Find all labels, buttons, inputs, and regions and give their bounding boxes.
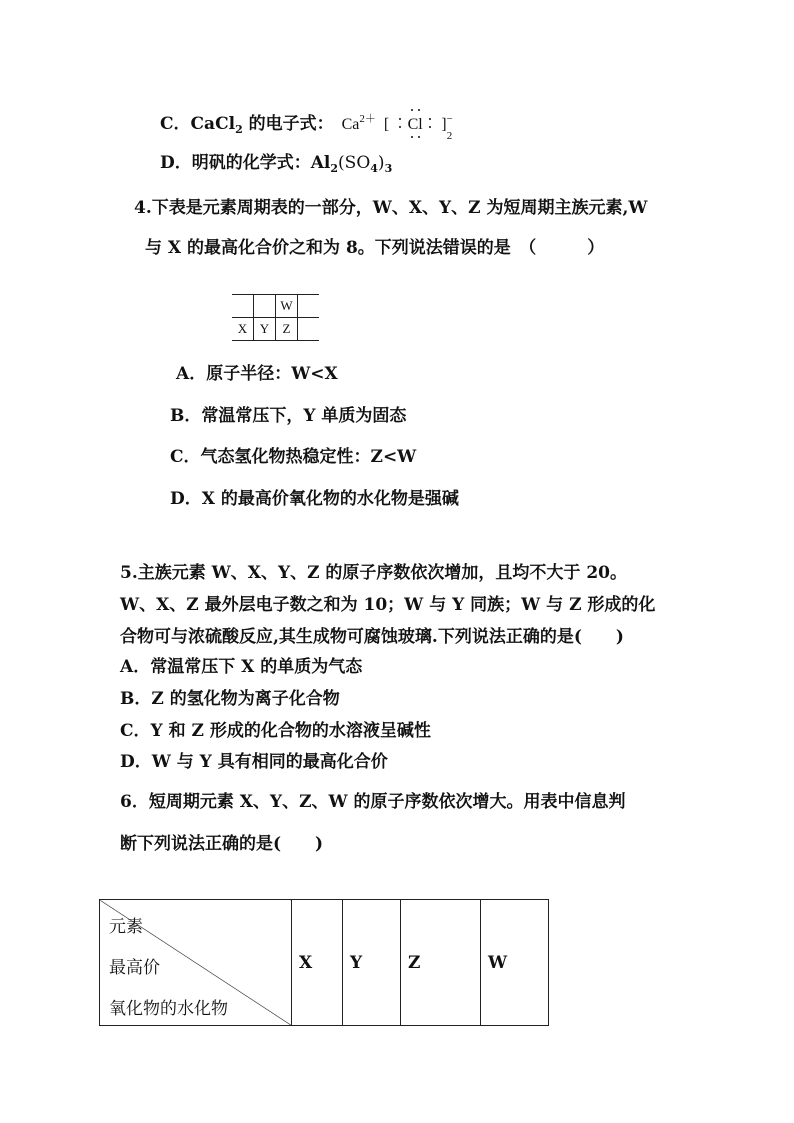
ef-cl: Cl bbox=[407, 116, 423, 133]
ef-ca-charge: 2＋ bbox=[359, 113, 376, 125]
ef-left-bracket: [ bbox=[383, 116, 390, 133]
table-row bbox=[232, 295, 319, 318]
table-cell: Y bbox=[254, 318, 276, 341]
q5-option-b: B．Z 的氢化物为离子化合物 bbox=[120, 689, 340, 709]
header-hydrate-label: 氧化物的水化物 bbox=[109, 999, 228, 1019]
electron-dot bbox=[429, 118, 431, 120]
electron-formula bbox=[342, 109, 453, 146]
electron-dot bbox=[411, 136, 413, 138]
table-cell: X bbox=[232, 318, 254, 341]
formula-part: ) bbox=[377, 153, 385, 173]
subscript: 3 bbox=[384, 162, 393, 175]
q3-option-c bbox=[160, 109, 452, 146]
q4-stem-line2: 与 X 的最高化合价之和为 8。下列说法错误的是 （ ） bbox=[145, 238, 605, 258]
electron-dot bbox=[411, 109, 413, 111]
table-cell: W bbox=[276, 295, 298, 318]
table-cell bbox=[232, 295, 254, 318]
table-cell bbox=[298, 318, 320, 341]
q4-stem-line1: 4.下表是元素周期表的一部分，W、X、Y、Z 为短周期主族元素,W bbox=[134, 198, 648, 218]
electron-dot bbox=[418, 109, 420, 111]
q5-option-c: C．Y 和 Z 形成的化合物的水溶液呈碱性 bbox=[120, 721, 431, 741]
table-cell: Z bbox=[276, 318, 298, 341]
q5-stem-line1: 5.主族元素 W、X、Y、Z 的原子序数依次增加，且均不大于 20。 bbox=[120, 563, 627, 583]
q4-option-d: D．X 的最高价氧化物的水化物是强碱 bbox=[170, 489, 459, 509]
q6-stem-line2: 断下列说法正确的是( ) bbox=[120, 834, 324, 854]
periodic-table-fragment bbox=[232, 294, 319, 341]
electron-dot bbox=[399, 118, 401, 120]
q4-option-a: A．原子半径：W<X bbox=[176, 364, 338, 384]
diagonal-header-cell bbox=[100, 900, 292, 1026]
q5-stem-line3: 合物可与浓硫酸反应,其生成物可腐蚀玻璃.下列说法正确的是( ) bbox=[120, 627, 624, 647]
header-element-label: 元素 bbox=[109, 917, 143, 937]
subscript: 4 bbox=[370, 162, 378, 175]
formula-part: (SO bbox=[338, 153, 371, 173]
header-oxidation-label: 最高价 bbox=[109, 958, 160, 978]
q6-info-table bbox=[99, 899, 549, 1026]
table-cell bbox=[254, 295, 276, 318]
table-row bbox=[100, 900, 549, 1026]
q6-stem-line1: 6．短周期元素 X、Y、Z、W 的原子序数依次增大。用表中信息判 bbox=[120, 792, 626, 812]
subscript: 2 bbox=[235, 123, 243, 136]
ef-right-bracket: ] bbox=[441, 116, 447, 133]
electron-dot bbox=[418, 136, 420, 138]
table-row bbox=[232, 318, 319, 341]
electron-dot bbox=[429, 126, 431, 128]
q5-option-d: D．W 与 Y 具有相同的最高化合价 bbox=[120, 752, 388, 772]
q5-stem-line2: W、X、Z 最外层电子数之和为 10；W 与 Y 同族；W 与 Z 形成的化 bbox=[120, 595, 656, 615]
ef-subscript: 2 bbox=[446, 130, 453, 142]
option-c-text: C．CaCl bbox=[160, 114, 236, 134]
ef-cl-group bbox=[393, 115, 437, 135]
option-d-text: D．明矾的化学式：Al bbox=[160, 153, 331, 173]
electron-dot bbox=[399, 126, 401, 128]
q4-option-c: C．气态氢化物热稳定性：Z<W bbox=[170, 447, 417, 467]
ef-minus: − bbox=[446, 113, 453, 125]
column-header-w: W bbox=[481, 900, 549, 1026]
subscript: 2 bbox=[330, 162, 339, 175]
table-cell bbox=[298, 295, 320, 318]
column-header-x: X bbox=[292, 900, 343, 1026]
column-header-z: Z bbox=[401, 900, 481, 1026]
q3-option-d bbox=[160, 153, 392, 179]
column-header-y: Y bbox=[343, 900, 401, 1026]
ef-ca: Ca bbox=[341, 116, 360, 133]
q4-option-b: B．常温常压下，Y 单质为固态 bbox=[170, 406, 407, 426]
option-c-text-tail: 的电子式： bbox=[242, 114, 334, 134]
q5-option-a: A．常温常压下 X 的单质为气态 bbox=[120, 657, 363, 677]
